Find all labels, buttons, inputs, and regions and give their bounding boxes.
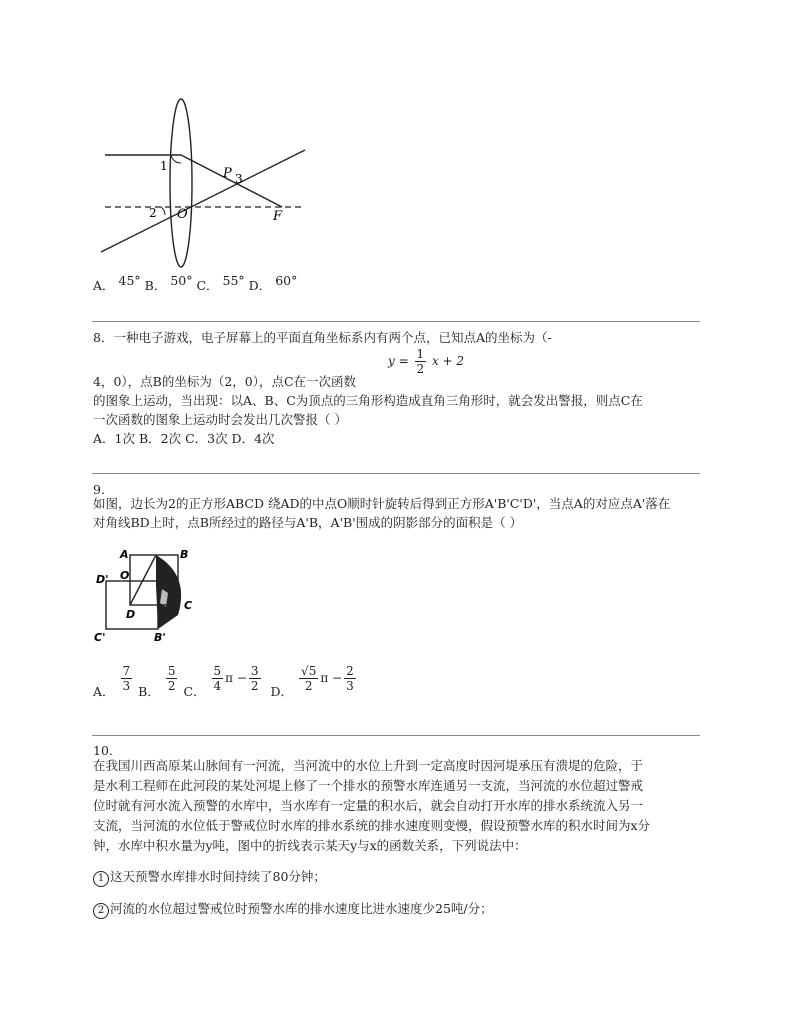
q8-line3: 的图象上运动，当出现：以A、B、C为顶点的三角形构造成直角三角形时，就会发出警报，则点C在	[93, 393, 643, 408]
label-c: C	[184, 599, 193, 612]
q9-option-a-den: 3	[122, 679, 131, 693]
label-b: B	[180, 548, 189, 561]
label-o: O	[120, 569, 130, 582]
q9-option-d-den1: 2	[304, 679, 313, 693]
q9-option-c-den2: 2	[250, 679, 259, 693]
q10-line-2: 位时就有河水流入预警的水库中，当水库有一定量的积水后，就会自动打开水库的排水系统流入另一	[93, 798, 644, 813]
q8-options: A．1次 B．2次 C．3次 D．4次	[93, 431, 275, 446]
center-ray	[101, 150, 305, 252]
q9-number: 9.	[93, 482, 105, 497]
label-b-prime: B'	[154, 631, 166, 644]
q9-options	[93, 664, 358, 700]
q9-option-d-pi: π −	[320, 671, 343, 685]
q9-option-b-fraction	[166, 664, 178, 693]
q7-option-d-value: 60°	[275, 273, 298, 288]
q9-option-d-den2: 3	[346, 679, 354, 693]
label-p: P	[223, 166, 232, 181]
q8-formula-num: 1	[416, 347, 425, 361]
label-1: 1	[160, 159, 168, 173]
divider-2	[92, 473, 700, 474]
angle2-arc	[161, 207, 165, 215]
q9-option-b-letter: B．	[138, 684, 160, 699]
q8-formula	[388, 347, 464, 376]
q9-square-figure	[92, 545, 202, 645]
q10-line-4: 钟，水库中积水量为y吨，图中的折线表示某天y与x的函数关系，下列说法中：	[93, 838, 527, 853]
q7-option-a-value: 45°	[118, 273, 141, 288]
statement-1-mark: 1	[93, 871, 109, 887]
q10-number: 10.	[93, 743, 113, 758]
q10-line-1: 是水利工程师在此河段的某处河堤上修了一个排水的预警水库连通另一支流，当河流的水位超过警戒	[93, 778, 644, 793]
q9-option-a-letter: A．	[93, 684, 115, 699]
q9-option-b-num: 5	[167, 664, 176, 678]
divider-3	[92, 735, 700, 736]
q10-statement-1	[93, 867, 326, 887]
statement-1-text: 这天预警水库排水时间持续了80分钟；	[110, 869, 326, 884]
label-3: 3	[235, 172, 243, 186]
q7-option-b-value: 50°	[170, 273, 193, 288]
q7-lens-figure	[95, 95, 310, 270]
label-d: D	[126, 608, 136, 621]
q10-statement-2	[93, 899, 493, 919]
q9-option-d-fraction1	[299, 664, 318, 693]
divider-1	[92, 321, 700, 322]
q7-option-c-letter: C．	[196, 278, 219, 293]
q8-formula-y: y	[388, 354, 395, 368]
label-d-prime: D'	[96, 573, 109, 586]
q7-option-a-letter: A．	[93, 278, 115, 293]
q8-line2: 4，0），点B的坐标为（2，0），点C在一次函数	[93, 374, 357, 389]
q8-formula-fraction	[415, 347, 427, 376]
statement-2-text: 河流的水位超过警戒位时预警水库的排水速度比进水速度少25吨/分；	[110, 901, 493, 916]
q9-option-b-den: 2	[167, 679, 176, 693]
diagonal-bd	[130, 555, 156, 605]
label-c-prime: C'	[94, 631, 106, 644]
refracted-ray	[181, 155, 282, 207]
q9-line2: 对角线BD上时，点B所经过的路径与A'B，A'B'围成的阴影部分的面积是（ ）	[93, 515, 523, 530]
label-o: O	[177, 207, 188, 222]
q7-options	[93, 273, 298, 294]
q9-option-c-num2: 3	[250, 664, 259, 678]
lens-ellipse	[170, 99, 192, 267]
q9-option-a-fraction	[121, 664, 133, 693]
q9-option-c-fraction1	[212, 664, 224, 693]
label-2: 2	[149, 206, 157, 220]
label-a: A	[120, 548, 129, 561]
statement-2-mark: 2	[93, 903, 109, 919]
q7-option-b-letter: B．	[144, 278, 167, 293]
q8-formula-tail: x + 2	[431, 354, 465, 368]
q9-option-d-num1: √5	[301, 664, 317, 678]
q10-line-0: 在我国川西高原某山脉间有一河流，当河流中的水位上升到一定高度时因河堤承压有溃堤的危险，于	[93, 758, 644, 773]
q7-option-c-value: 55°	[222, 273, 245, 288]
q9-option-c-letter: C．	[183, 684, 206, 699]
q9-option-c-fraction2	[249, 664, 261, 693]
angle1-arc	[171, 155, 181, 163]
q9-option-c-den1: 4	[213, 679, 222, 693]
q9-option-d-letter: D．	[270, 684, 294, 699]
q8-formula-eq: =	[398, 354, 409, 368]
label-f: F	[273, 209, 283, 224]
q8-formula-den: 2	[416, 362, 425, 376]
q10-line-3: 支流，当河流的水位低于警戒位时水库的排水系统的排水速度则变慢，假设预警水库的积水时间为x分	[93, 818, 651, 833]
q9-option-c-pi: π −	[225, 671, 247, 685]
q9-line1: 如图，边长为2的正方形ABCD 绕AD的中点O顺时针旋转后得到正方形A'B'C'D'，当点A的对应点A'落在	[93, 496, 671, 511]
q8-line4: 一次函数的图象上运动时会发出几次警报（ ）	[93, 412, 347, 427]
q8-line1: 8．一种电子游戏，电子屏幕上的平面直角坐标系内有两个点，已知点A的坐标为（-	[93, 330, 552, 345]
q7-option-d-letter: D．	[248, 278, 272, 293]
q9-option-d-fraction2	[344, 664, 356, 693]
q9-option-c-num1: 5	[213, 664, 222, 678]
q9-option-d-num2: 2	[346, 664, 354, 678]
q9-option-a-num: 7	[122, 664, 131, 678]
